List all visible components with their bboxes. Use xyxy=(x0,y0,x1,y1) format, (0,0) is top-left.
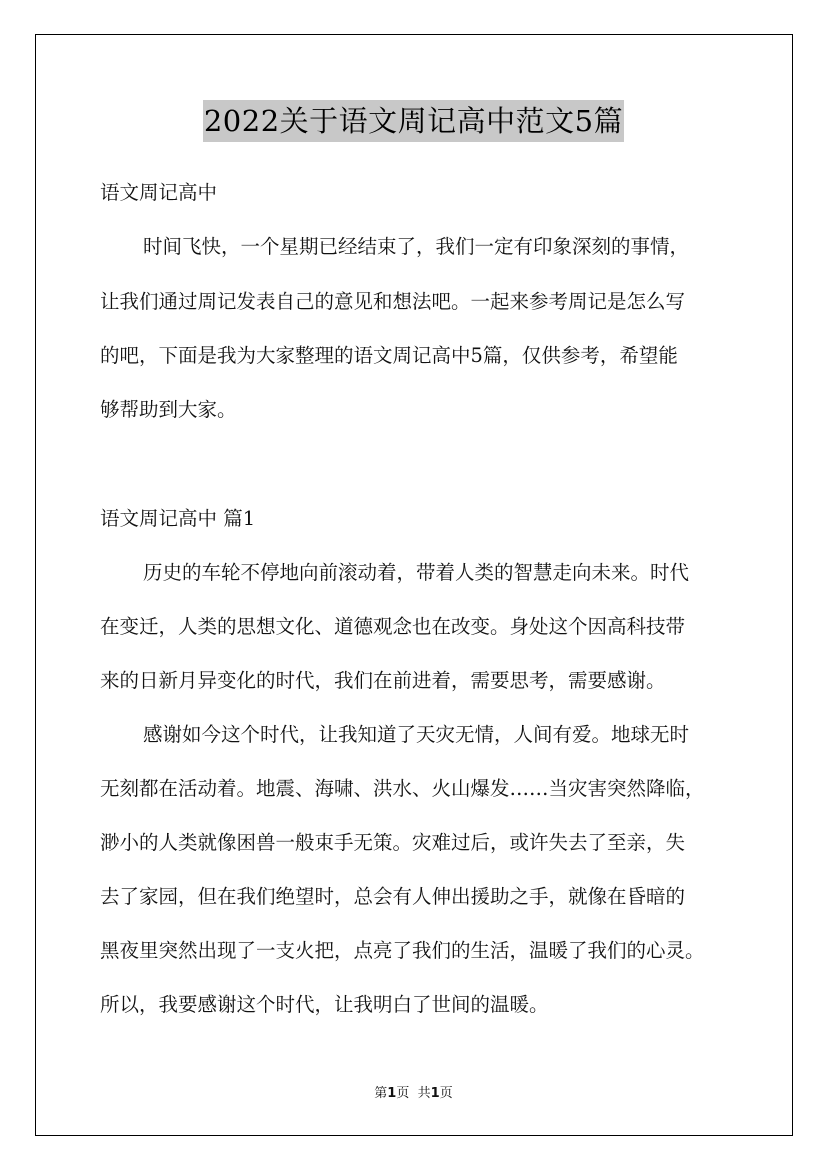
para2-line-6: 所以，我要感谢这个时代，让我明白了世间的温暖。 xyxy=(100,993,549,1016)
page-prefix: 第 xyxy=(374,1086,388,1101)
para2-line-4: 去了家园，但在我们绝望时，总会有人伸出援助之手，就像在昏暗的 xyxy=(100,885,686,908)
para2-line-5: 黑夜里突然出现了一支火把，点亮了我们的生活，温暖了我们的心灵。 xyxy=(100,939,705,962)
para1-line-1: 历史的车轮不停地向前滚动着，带着人类的智慧走向未来。时代 xyxy=(143,561,690,584)
page-number: 1 xyxy=(387,1086,397,1101)
intro-line-2: 让我们通过周记发表自己的意见和想法吧。一起来参考周记是怎么写 xyxy=(100,290,686,313)
page-footer xyxy=(0,1082,827,1101)
title-container xyxy=(0,100,827,142)
page-suffix: 页 xyxy=(396,1086,410,1101)
intro-line-4: 够帮助到大家。 xyxy=(100,398,237,421)
para2-line-1: 感谢如今这个时代，让我知道了天灾无情，人间有爱。地球无时 xyxy=(143,723,690,746)
intro-line-1: 时间飞快，一个星期已经结束了，我们一定有印象深刻的事情， xyxy=(143,235,690,258)
total-pages: 1 xyxy=(430,1086,440,1101)
para2-line-3: 渺小的人类就像困兽一般束手无策。灾难过后，或许失去了至亲，失 xyxy=(100,831,686,854)
document-title: 2022关于语文周记高中范文5篇 xyxy=(203,100,624,142)
article-heading: 语文周记高中 篇1 xyxy=(100,507,256,530)
intro-line-3: 的吧，下面是我为大家整理的语文周记高中5篇，仅供参考，希望能 xyxy=(100,344,678,367)
para1-line-3: 来的日新月异变化的时代，我们在前进着，需要思考，需要感谢。 xyxy=(100,669,666,692)
para1-line-2: 在变迁，人类的思想文化、道德观念也在改变。身处这个因高科技带 xyxy=(100,615,686,638)
total-prefix: 共 xyxy=(417,1086,431,1101)
total-suffix: 页 xyxy=(439,1086,453,1101)
section-heading: 语文周记高中 xyxy=(100,181,218,204)
para2-line-2: 无刻都在活动着。地震、海啸、洪水、火山爆发……当灾害突然降临， xyxy=(100,777,705,800)
